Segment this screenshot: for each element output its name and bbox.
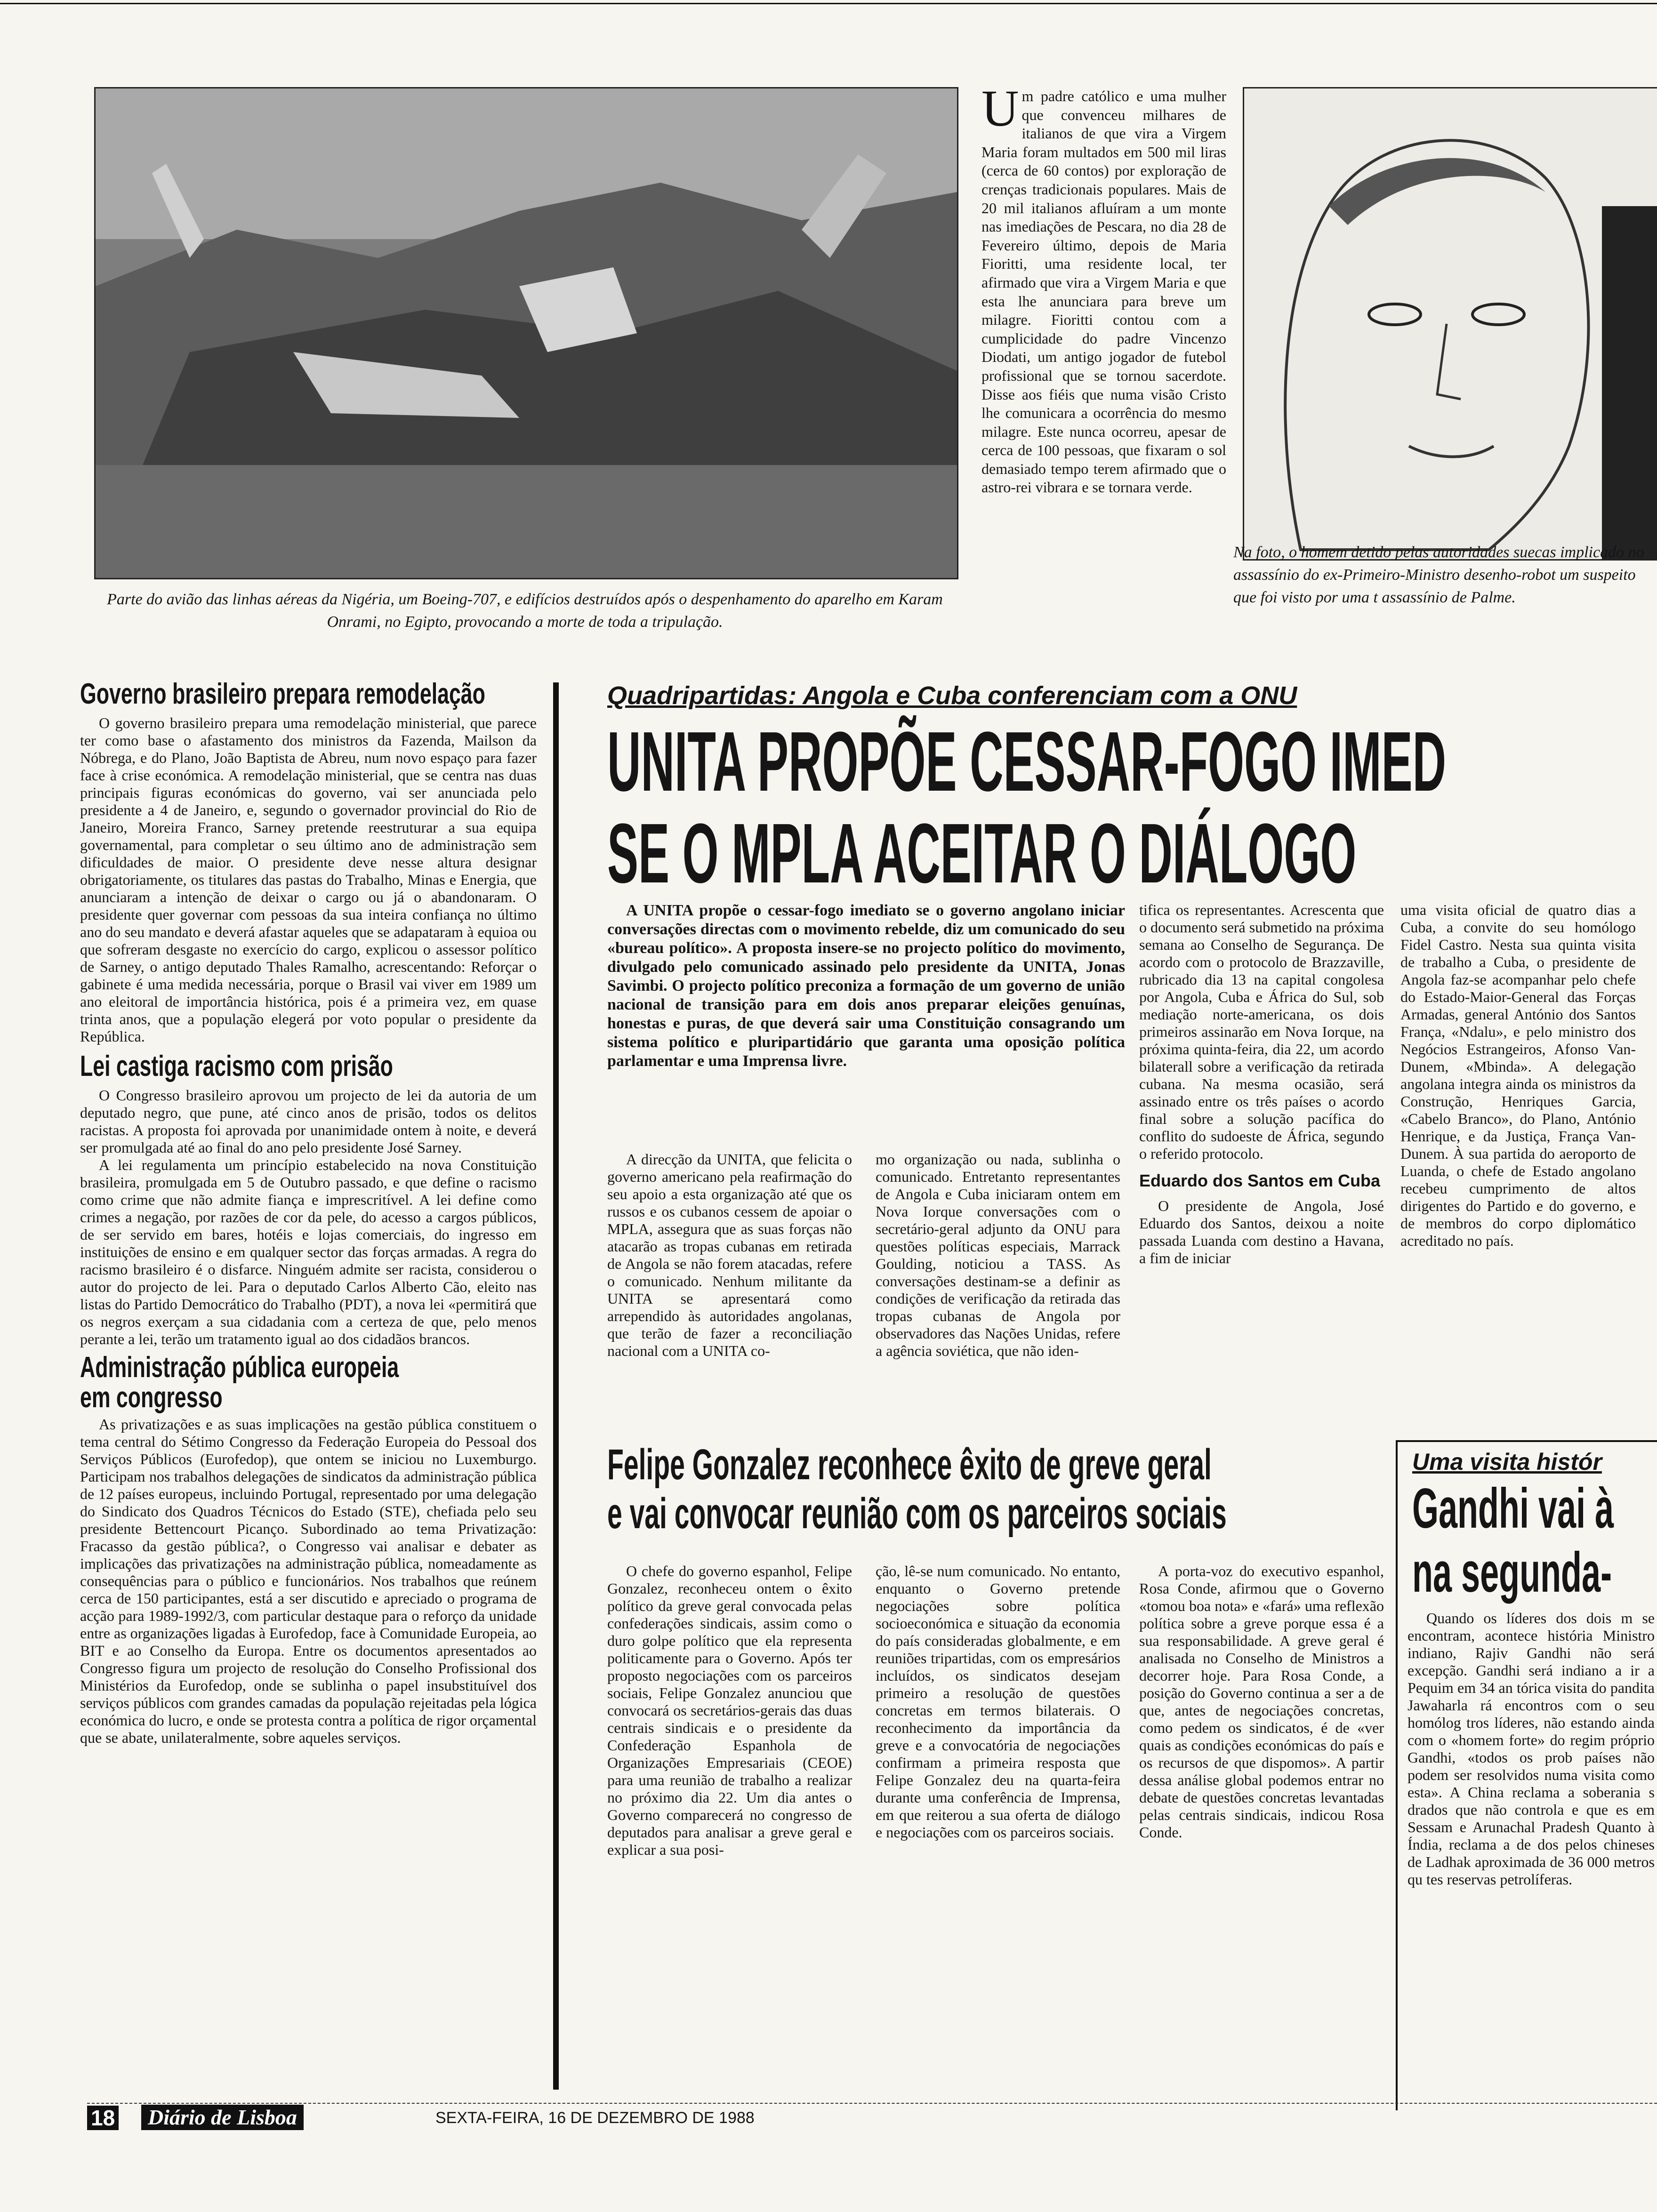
article-paragraph: O chefe do governo espanhol, Felipe Gonzalez, reconheceu ontem o êxito político da greve geral convocada pelas confederações sindicais, assim como o duro golpe político que ela representa politicamente para o Governo. Após ter proposto negociações com os parceiros sociais, Felipe Gonzalez anunciou que convocará os secretários-gerais das duas centrais sindicais e o presidente da Confederação Espanhola de Organizações Empresariais (CEOE) para uma reunião de trabalho a realizar no próximo dia 22. Um dia antes o Governo comparecerá no congresso de deputados para analisar a greve geral e explicar a sua posi-: [607, 1563, 852, 1858]
unita-kicker: Quadripartidas: Angola e Cuba conferenciam com a ONU: [607, 681, 1297, 710]
dropcap: U: [981, 80, 1019, 137]
article-paragraph: A lei regulamenta um princípio estabelecido na nova Constituição brasileira, promulgada em 5 de Outubro passado, e que define o racismo como crime que não admite fiança e imprescritível. A lei define como crimes a negação, por razões de cor da pele, do acesso a cargos públicos, de ser servido em bares, hotéis e lojas comerciais, do ingresso em instituições de ensino e em qualquer sector das forças armadas. A regra do racismo brasileiro é o disfarce. Ninguém admite ser racista, considerou o autor do projecto de lei. Para o deputado Carlos Alberto Cão, eleito nas listas do Partido Democrático do Trabalho (PDT), a nova lei «permitirá que os negros exerçam a sua cidadania com a certeza de que, pelo menos perante a lei, terão um tratamento igual ao dos cidadãos brancos.: [80, 1156, 537, 1347]
article-paragraph: A porta-voz do executivo espanhol, Rosa Conde, afirmou que o Governo «tomou boa nota» e «fará» uma reflexão política sobre a greve porque essa é a sua responsabilidade. A greve geral é analisada no Conselho de Ministros a decorrer hoje. Para Rosa Conde, a posição do Governo continua a ser a de que, antes de negociações concretas, como pedem os sindicatos, é de «ver quais as condições económicas do país e os recursos de que dispomos». A partir dessa análise global podemos entrar no debate de questões concretas levantadas pelas centrais sindicais, indicou Rosa Conde.: [1139, 1563, 1384, 1841]
subhead-eduardo-dos-santos: Eduardo dos Santos em Cuba: [1139, 1171, 1381, 1190]
headline-eurofedop: [80, 1353, 409, 1413]
gonzalez-col-3: [1139, 1563, 1384, 1841]
gonzalez-col-2: [876, 1563, 1120, 1841]
gandhi-article: [1408, 1610, 1655, 1888]
masthead: Diário de Lisboa: [141, 2105, 304, 2130]
article-brazil-reshuffle: [80, 714, 537, 1045]
footer: [87, 2103, 1657, 2132]
page-number: 18: [87, 2106, 119, 2130]
article-paragraph: A direcção da UNITA, que felicita o governo americano pela reafirmação do seu apoio a esta organização até que os russos e os cubanos cessem de apoiar o MPLA, assegura que as suas forças não atacarão as tropas cubanas em retirada de Angola se não forem atacadas, refere o comunicado. Nenhum militante da UNITA se apresentará como arrependido às autoridades angolanas, que terão de fazer a reconciliação nacional com a UNITA co-: [607, 1151, 852, 1359]
article-paragraph: tifica os representantes. Acrescenta que o documento será submetido na próxima semana ao Conselho de Segurança. De acordo com o protocolo de Brazzaville, rubricado dia 13 na capital congolesa por Angola, Cuba e África do Sul, sob mediação norte-americana, os dois primeiros assinarão em Nova Iorque, na próxima quinta-feira, dia 22, um acordo bilaterall sobre a verificação da retirada cubana. Na mesma ocasião, será assinado entre os três países o acordo final sobre a solução pacífica do conflito do sudoeste de África, segundo o referido protocolo.: [1139, 901, 1384, 1162]
issue-date: SEXTA-FEIRA, 16 DE DEZEMBRO DE 1988: [435, 2109, 755, 2127]
unita-col-1: [607, 1151, 852, 1360]
gandhi-headline-1: Gandhi vai à: [1412, 1477, 1614, 1540]
left-column: [80, 678, 537, 1747]
gandhi-header: [1412, 1447, 1657, 1604]
article-paragraph: O Congresso brasileiro aprovou um projecto de lei da autoria de um deputado negro, que pune, até cinco anos de prisão, todos os delitos racistas. A proposta foi aprovada por unanimidade ontem à noite, e deverá ser promulgada até ao final do ano pelo presidente José Sarney.: [80, 1087, 537, 1156]
headline-brazil-reshuffle: Governo brasileiro prepara remodelação: [80, 678, 485, 710]
column-divider: [553, 682, 559, 2090]
article-paragraph: ção, lê-se num comunicado. No entanto, enquanto o Governo pretende negociações sobre política socioeconómica e situação da economia do país consideradas globalmente, e em reuniões tripartidas, com os empresários incluídos, os sindicatos desejam primeiro a resolução de questões concretas em termos bilaterais. O reconhecimento da importância da greve e a convocatória de negociações confirmam a primeira resposta que Felipe Gonzalez deu na quarta-feira durante uma conferência de Imprensa, em que reiterou a sua oferta de diálogo e negociações com os parceiros sociais.: [876, 1563, 1120, 1841]
article-paragraph: O governo brasileiro prepara uma remodelação ministerial, que parece ter como base o afastamento dos ministros da Fazenda, Mailson da Nóbrega, e do Plano, João Baptista de Abreu, num novo espaço para fazer face à crise económica. A remodelação ministerial, que se centra nas duas principais figuras económicas do governo, vai ser anunciada pelo presidente a 4 de Janeiro, e, segundo o governador provincial do Rio de Janeiro, Moreira Franco, Sarney pretende reestruturar a sua equipa governamental, para completar o seu último ano de administração sem dificuldades de maior. O presidente deve nesse altura designar obrigatoriamente, os titulares das pastas do Trabalho, Minas e Energia, que anunciaram a intenção de deixar o cargo ou já o abandonaram. O presidente quer governar com pessoas da sua inteira confiança no último ano do seu mandato e deverá afastar aqueles que se adapataram à equioa ou que sofreram desgaste no exercício do cargo, explicou o assessor político de Sarney, o antigo deputado Thales Ramalho, acrescentando: Reforçar o gabinete é uma medida necessária, porque o Brasil vai viver em 1989 um ano eleitoral de importância histórica, pois é a primeira vez, em quase trinta anos, que a população elegerá por voto popular o presidente da República.: [80, 714, 537, 1045]
gonzalez-block: [607, 1440, 1384, 1538]
article-racism-law: [80, 1087, 537, 1348]
crash-photo: [94, 87, 958, 579]
gonzalez-headline-2: e vai convocar reunião com os parceiros sociais: [607, 1490, 1227, 1538]
crash-photo-caption: Parte do avião das linhas aéreas da Nigéria, um Boeing-707, e edifícios destruídos após o despenhamento do aparelho em Karam Onrami, no Egipto, provocando a morte de toda a tripulação.: [107, 591, 943, 631]
gonzalez-headline-1: Felipe Gonzalez reconhece êxito de greve geral: [607, 1441, 1212, 1489]
headline-line: Administração pública europeia: [80, 1351, 399, 1384]
gandhi-kicker: Uma visita histór: [1412, 1449, 1602, 1475]
gonzalez-col-1: [607, 1563, 852, 1859]
unita-headline-2: SE O MPLA ACEITAR O DIÁLOGO: [607, 806, 1357, 901]
unita-block: [607, 680, 1657, 901]
unita-lead: [607, 901, 1125, 1071]
suspect-sketch-caption: Na foto, o homem detido pelas autoridades suecas implicado no assassínio do ex-Primeiro-Ministro desenho-robot um suspeito que foi visto por uma t assassínio de Palme.: [1233, 544, 1644, 606]
article-paragraph: mo organização ou nada, sublinha o comunicado. Entretanto representantes de Angola e Cuba iniciaram ontem em Nova Iorque conversações com o secretário-geral adjunto da ONU para questões políticas especiais, Marrack Goulding, noticiou a TASS. As conversações destinam-se a definir as condições de verificação da retirada das tropas cubanas de Angola por observadores das Nações Unidas, refere a agência soviética, que não iden-: [876, 1151, 1120, 1359]
unita-headline-1: UNITA PROPÕE CESSAR-FOGO IMED: [607, 714, 1447, 809]
article-paragraph: Quando os líderes dos dois m se encontram, acontece história Ministro indiano, Rajiv Gandhi não será excepção. Gandhi será indiano a ir a Pequim em 34 an tórica visita do pandita Jawaharla rá encontros com o seu homólog tros líderes, não estando ainda com o «homem forte» do regim próprio Gandhi, «todos os prob países não podem ser resolvidos numa visita como esta». A China reclama a soberania s drados que não controla e que es em Sessam e Arunachal Pradesh Quanto à Índia, reclama a de dos pelos chineses de Ladhak aproximada de 36 000 metros qu tes reservas petrolíferas.: [1408, 1610, 1655, 1888]
headline-racism-law: Lei castiga racismo com prisão: [80, 1050, 393, 1082]
madonna-story: [981, 80, 1226, 497]
unita-col-4: [1400, 901, 1636, 1250]
gandhi-headline-2: na segunda-: [1412, 1541, 1612, 1604]
article-paragraph: As privatizações e as suas implicações na gestão pública constituem o tema central do Sétimo Congresso da Federação Europeia do Pessoal dos Serviços Públicos (Eurofedop), que ontem se iniciou no Luxemburgo. Participam nos trabalhos delegações de sindicatos da administração pública de 12 países europeus, incluindo Portugal, representado por uma delegação do Sindicato dos Quadros Técnicos do Estado (STE), chefiada pelo seu presidente Bettencourt Picanço. Subordinado ao tema Privatização: Fracasso da gestão pública?, o Congresso vai analisar e debater as implicações das privatizações na administração pública, nomeadamente as consequências para o público e funcionários. Nos trabalhos que reúnem cerca de 150 participantes, está a ser discutido e apreciado o programa de acção para 1989-1992/3, com particular destaque para o reforço da unidade entre as organizações ligadas à Eurofedop, face à Comunidade Europeia, ao BIT e ao Conselho da Europa. Entre os documentos apresentados ao Congresso figura um projecto de resolução do Conselho Profissional dos Ministérios da Eurofedop, onde se sublinha o papel insubstituível dos serviços públicos com grandes camadas da população rejeitadas pela lógica económica do lucro, e onde se protesta contra a política de rigor orçamental que se abate, unilateralmente, sobre aqueles serviços.: [80, 1416, 537, 1746]
unita-col-3: [1139, 901, 1384, 1267]
unita-lead-paragraph: A UNITA propõe o cessar-fogo imediato se o governo angolano iniciar conversações directas com o movimento rebelde, diz um comunicado do seu «bureau político». A proposta insere-se no projecto político do movimento, divulgado pelo comunicado assinado pelo presidente da UNITA, Jonas Savimbi. O projecto político preconiza a formação de um governo de união nacional de transição para em dois anos preparar eleições genuínas, honestas e puras, de que deverá sair uma Constituição consagrando um sistema político e pluripartidário que garanta uma oposição política parlamentar e uma Imprensa livre.: [607, 902, 1125, 1070]
article-eurofedop: [80, 1416, 537, 1747]
article-paragraph: O presidente de Angola, José Eduardo dos Santos, deixou a noite passada Luanda com destino a Havana, a fim de iniciar: [1139, 1197, 1384, 1266]
top-rule: [0, 3, 1657, 4]
unita-col-2: [876, 1151, 1120, 1360]
headline-line: em congresso: [80, 1381, 223, 1414]
madonna-story-text: m padre católico e uma mulher que convenceu milhares de italianos de que vira a Virgem Maria foram multados em 500 mil liras (cerca de 60 contos) por exploração de crenças tradicionais populares. Mais de 20 mil italianos afluíram a um monte nas imediações de Pescara, no dia 28 de Fevereiro último, depois de Maria Fioritti, uma residente local, ter afirmado que vira a Virgem Maria e que esta lhe anunciara para breve um milagre. Fioritti contou com a cumplicidade do padre Vincenzo Diodati, um antigo jogador de futebol profissional que se tornou sacerdote. Disse aos fiéis que numa visão Cristo lhe comunicara a ocorrência do mesmo milagre. Este nunca ocorreu, apesar de cerca de 100 pessoas, que fixaram o sol demasiado tempo terem afirmado que o astro-rei vibrara e se tornara verde.: [981, 88, 1226, 496]
suspect-sketch-photo: [1243, 87, 1657, 561]
article-paragraph: uma visita oficial de quatro dias a Cuba, a convite do seu homólogo Fidel Castro. Nesta sua quinta visita de trabalho a Cuba, o presidente de Angola faz-se acompanhar pelo chefe do Estado-Maior-General das Forças Armadas, general António dos Santos França, «Ndalu», e pelo ministro dos Negócios Estrangeiros, Afonso Van-Dunem, «Mbinda». A delegação angolana integra ainda os ministros da Construção, Henriques Garcia, «Cabelo Branco», do Plano, António Henrique, e da Justiça, França Van-Dunem. À sua partida do aeroporto de Luanda, o chefe de Estado angolano recebeu cumprimento de altos dirigentes do Partido e do governo, e de membros do corpo diplomático acreditado no país.: [1400, 901, 1636, 1249]
